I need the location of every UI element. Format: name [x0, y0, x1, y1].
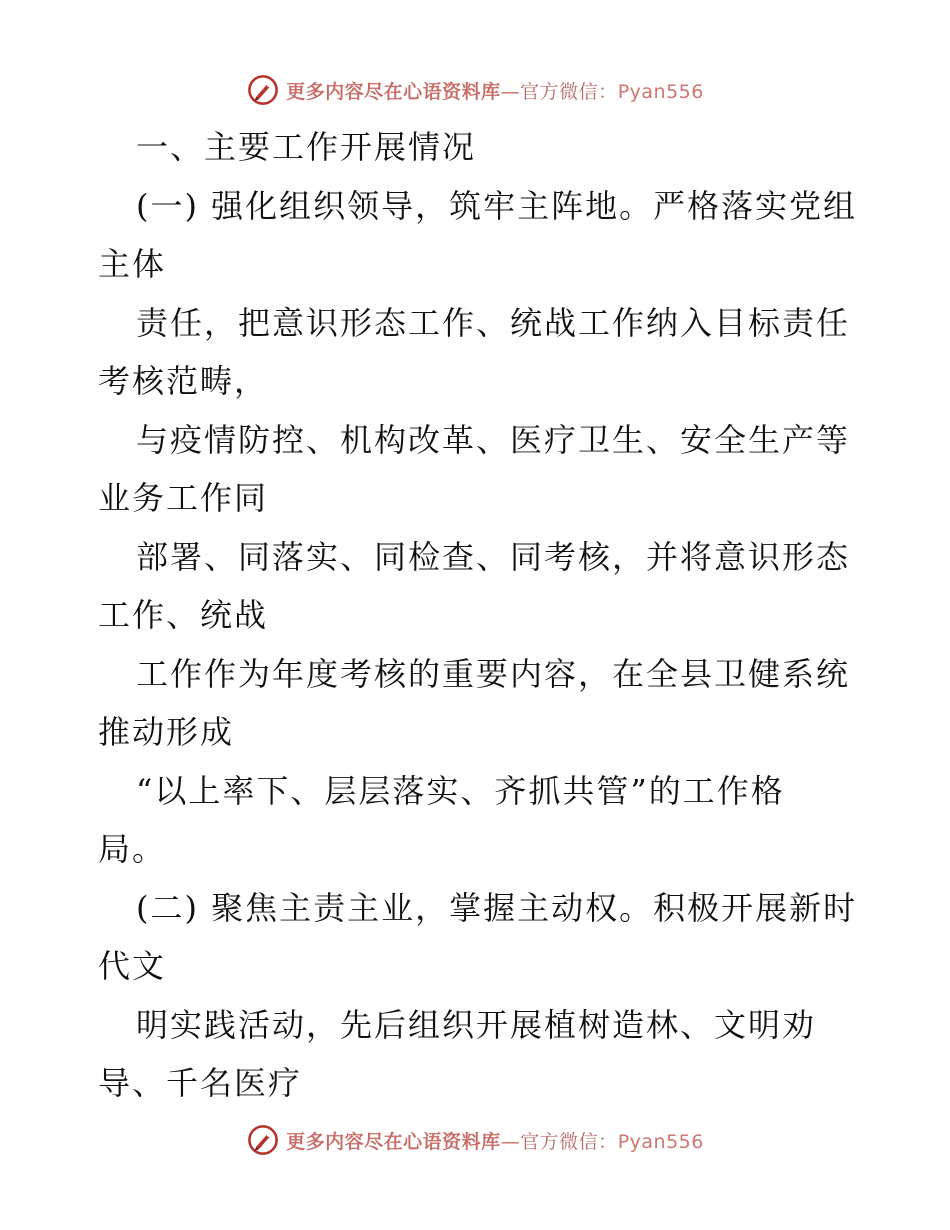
body-line: (二) 聚焦主责主业，掌握主动权。积极开展新时 — [136, 888, 858, 927]
body-line: 工作、统战 — [98, 596, 269, 634]
footer-banner — [0, 1120, 950, 1160]
body-line: 一、主要工作开展情况 — [136, 128, 477, 166]
header-wechat-label: 官方微信： — [520, 80, 618, 103]
body-line: 业务工作同 — [98, 479, 269, 517]
document-body — [98, 118, 858, 1113]
footer-wechat-label: 官方微信： — [520, 1130, 618, 1153]
footer-wechat-id: Pyan556 — [617, 1130, 704, 1153]
body-line: 部署、同落实、同检查、同考核，并将意识形态 — [136, 537, 851, 576]
header-wechat-id: Pyan556 — [617, 80, 704, 103]
pen-seal-logo-icon — [246, 1123, 280, 1157]
footer-separator: — — [500, 1130, 521, 1153]
body-line: 主体 — [98, 245, 167, 283]
body-line: 推动形成 — [98, 713, 235, 751]
body-line: “以上率下、层层落实、齐抓共管”的工作格 — [136, 771, 785, 810]
body-line: (一) 强化组织领导，筑牢主阵地。严格落实党组 — [136, 186, 858, 225]
header-brand-text: 更多内容尽在心语资料库 — [286, 80, 501, 103]
body-line: 考核范畴， — [98, 362, 269, 400]
footer-brand-text: 更多内容尽在心语资料库 — [286, 1130, 501, 1153]
header-banner — [0, 70, 950, 110]
body-line: 工作作为年度考核的重要内容，在全县卫健系统 — [136, 654, 851, 693]
body-line: 责任，把意识形态工作、统战工作纳入目标责任 — [136, 303, 851, 342]
header-separator: — — [500, 80, 521, 103]
body-line: 与疫情防控、机构改革、医疗卫生、安全生产等 — [136, 420, 851, 459]
body-line: 局。 — [98, 830, 167, 868]
body-line: 代文 — [98, 947, 167, 985]
pen-seal-logo-icon — [246, 73, 280, 107]
body-line: 明实践活动，先后组织开展植树造林、文明劝 — [136, 1005, 817, 1044]
body-line: 导、千名医疗 — [98, 1064, 303, 1102]
